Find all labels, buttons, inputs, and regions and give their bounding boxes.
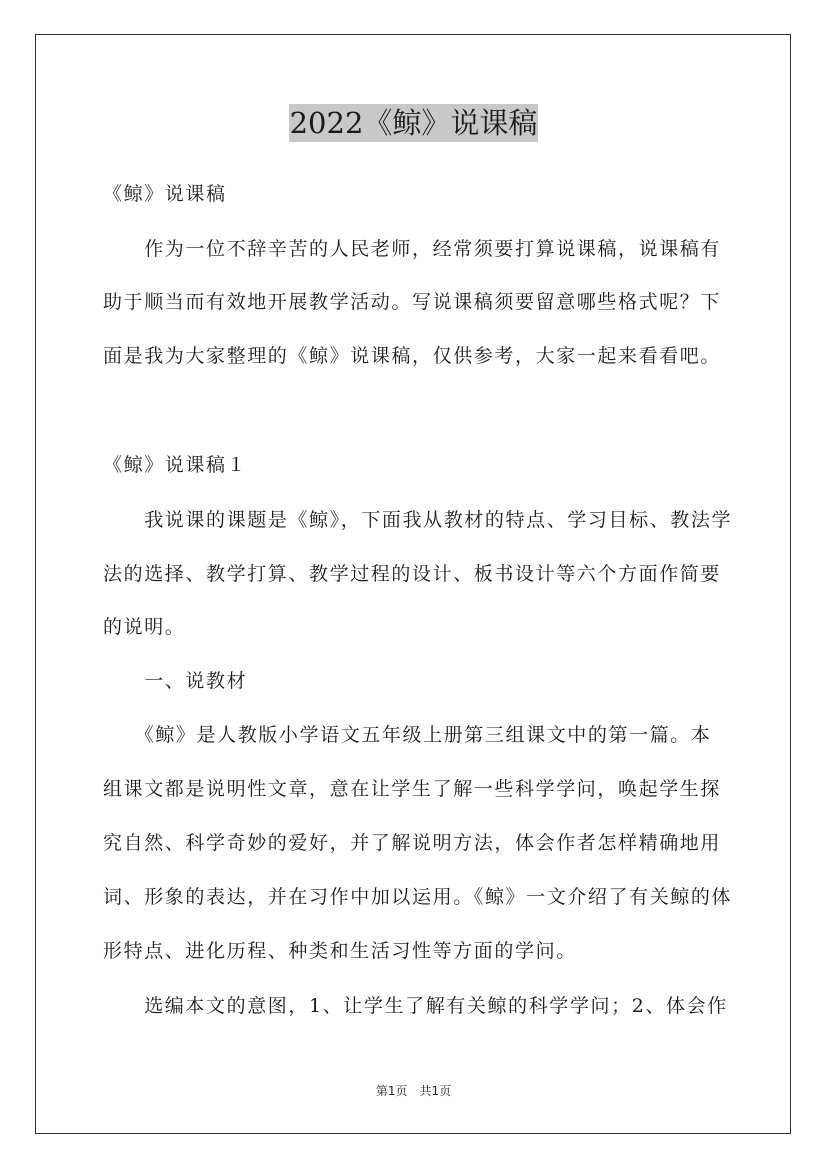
paragraph-line: 我说课的课题是《鲸》，下面我从教材的特点、学习目标、教法学 [103,509,733,531]
paragraph-line: 究自然、科学奇妙的爱好，并了解说明方法，体会作者怎样精确地用 [103,832,722,854]
page-number-footer: 第1页 共1页 [375,1084,452,1098]
subtitle-line: 《鲸》说课稿 [103,183,227,205]
paragraph-line: 形特点、进化历程、种类和生活习性等方面的学问。 [103,940,577,962]
subsection-heading: 一、说教材 [103,670,248,692]
paragraph-line: 助于顺当而有效地开展教学活动。写说课稿须要留意哪些格式呢？下 [103,291,722,313]
paragraph-line: 组课文都是说明性文章，意在让学生了解一些科学学问，唤起学生探 [103,778,722,800]
section-heading: 《鲸》说课稿１ [103,454,248,476]
document-title: 2022《鲸》说课稿 [289,106,538,140]
paragraph-line: 《鲸》是人教版小学语文五年级上册第三组课文中的第一篇。本 [103,724,712,746]
paragraph-line: 作为一位不辞辛苦的人民老师，经常须要打算说课稿，说课稿有 [103,238,722,260]
paragraph-line: 的说明。 [103,616,186,638]
paragraph-line: 法的选择、教学打算、教学过程的设计、板书设计等六个方面作简要 [103,563,722,585]
title-container [0,104,827,142]
paragraph-line: 词、形象的表达，并在习作中加以运用。《鲸》一文介绍了有关鲸的体 [103,886,733,908]
paragraph-line: 面是我为大家整理的《鲸》说课稿，仅供参考，大家一起来看看吧。 [103,345,722,367]
paragraph-line: 选编本文的意图，1、让学生了解有关鲸的科学学问；2、体会作 [103,995,728,1017]
